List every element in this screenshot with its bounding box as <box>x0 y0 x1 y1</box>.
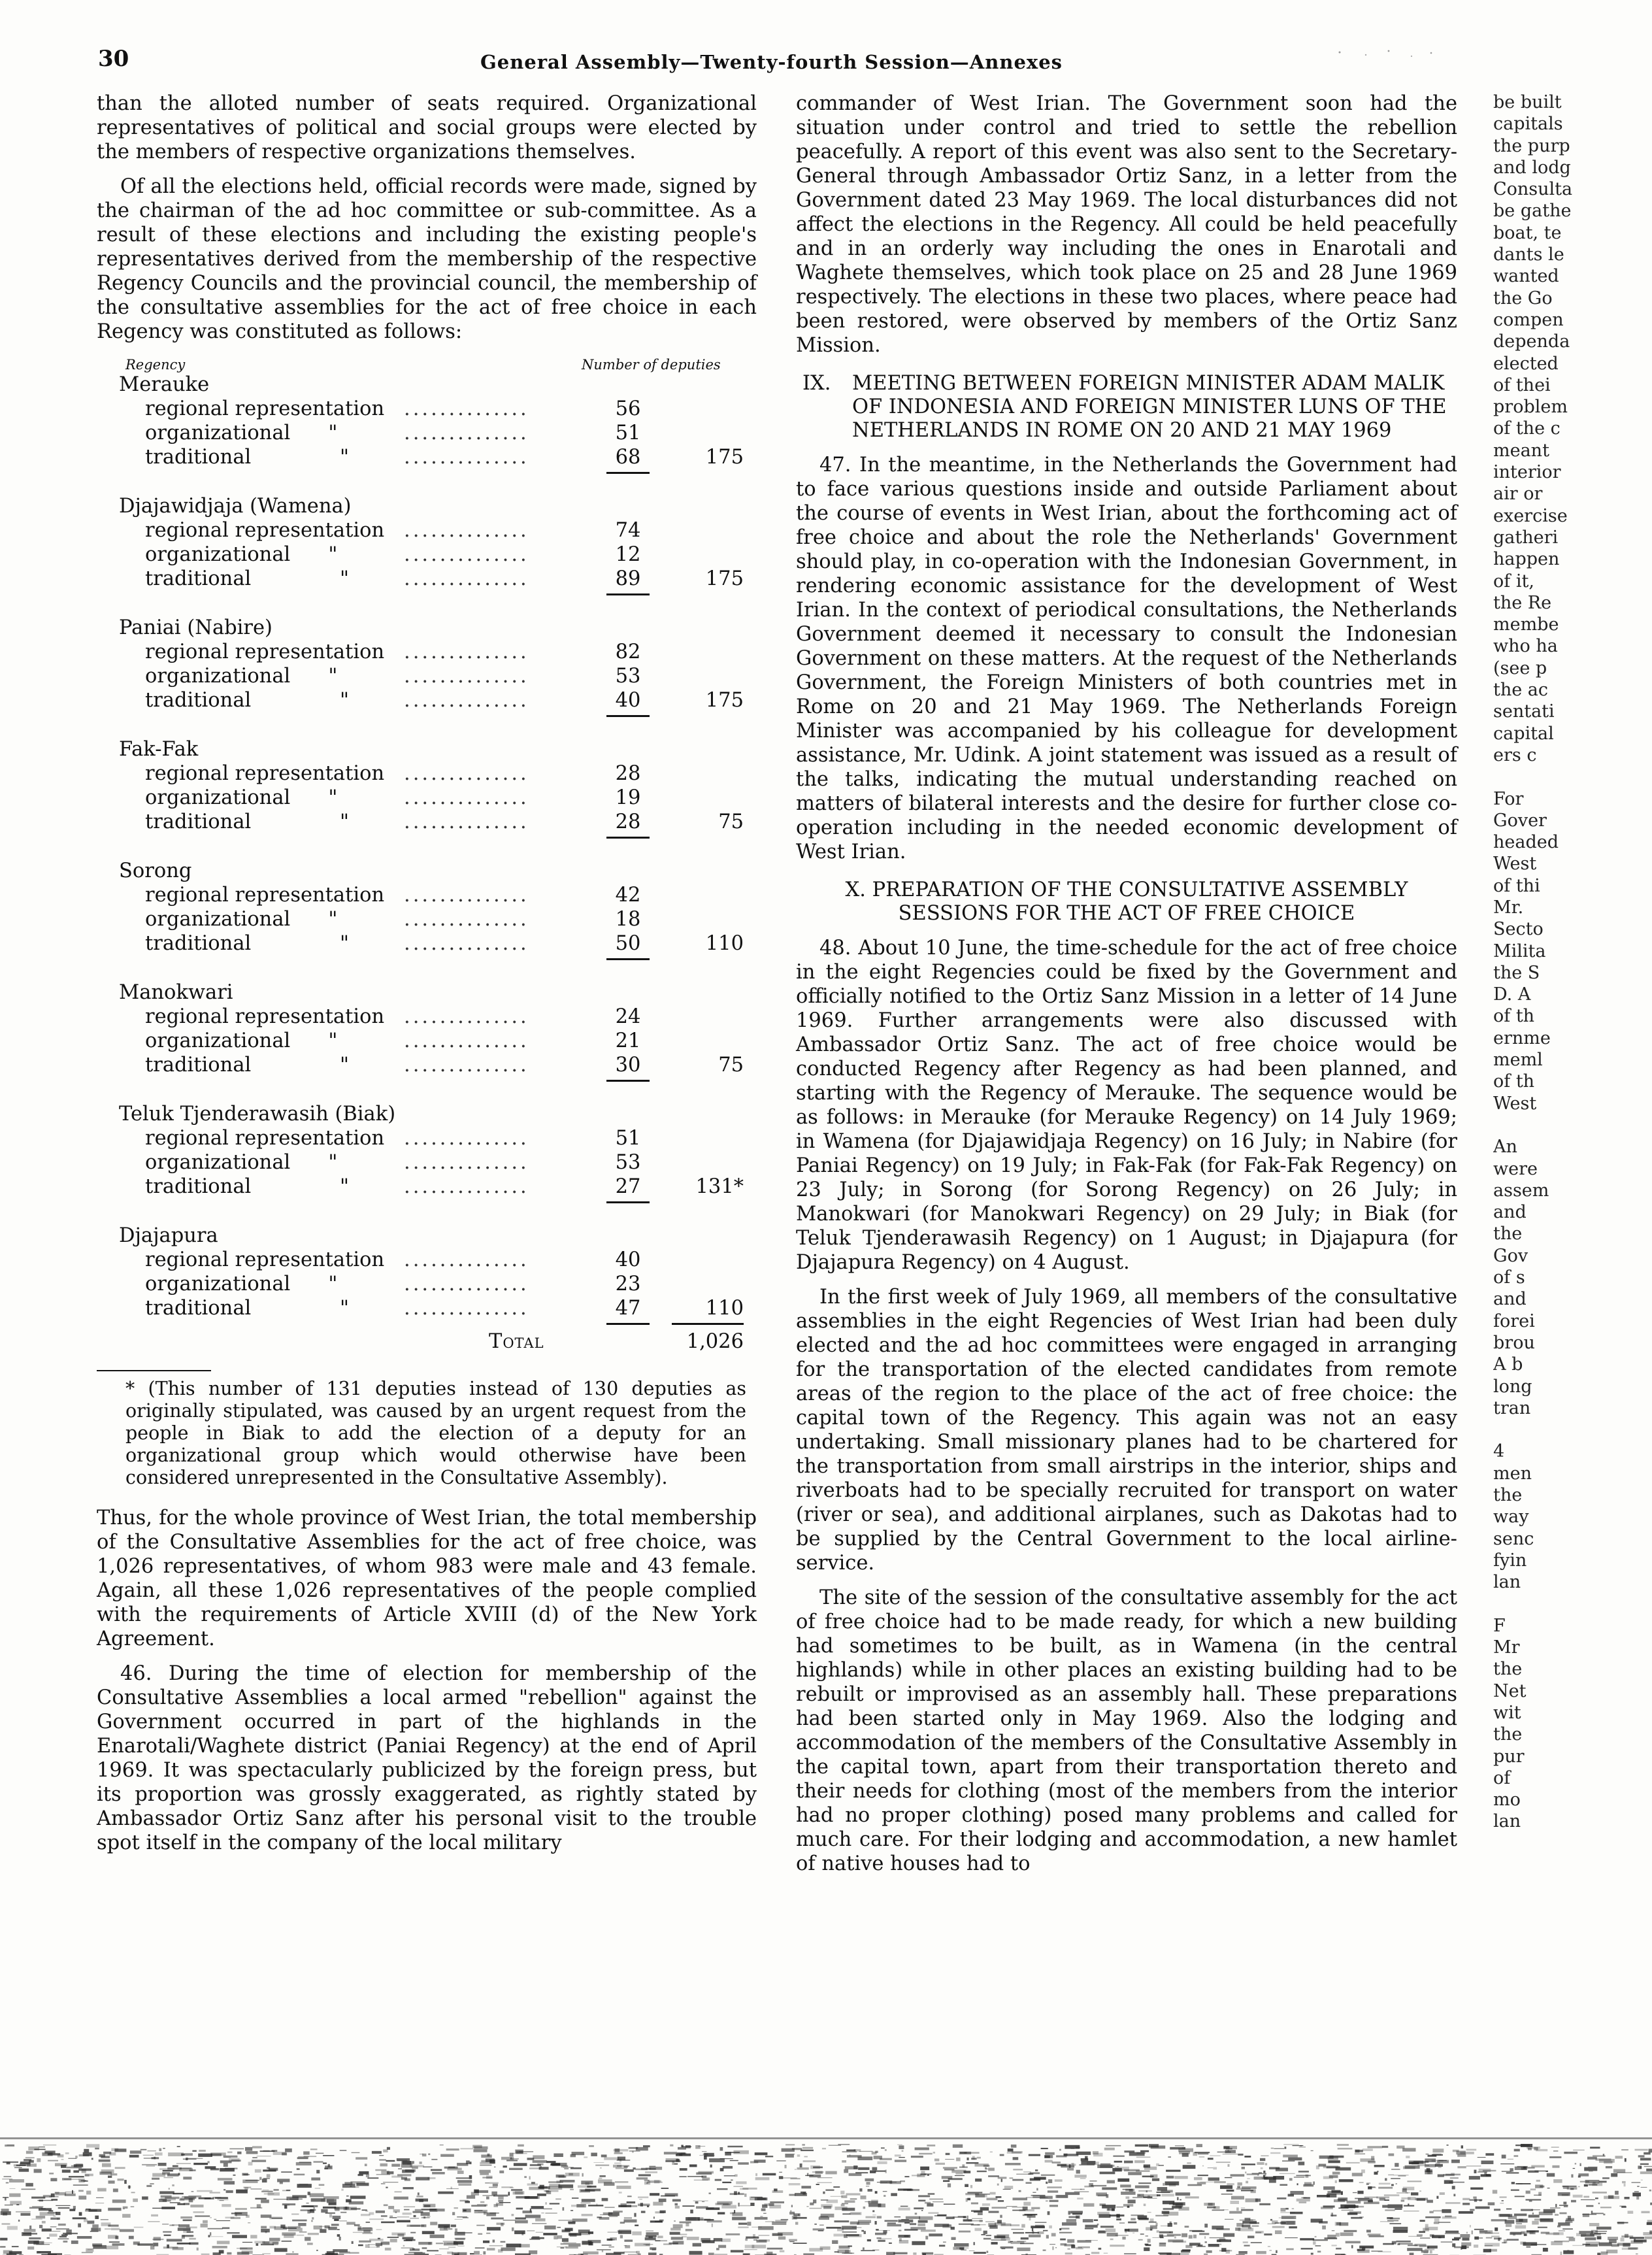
regency-total: 75 <box>718 1054 744 1077</box>
right-column-fragment <box>1493 92 1650 1833</box>
text-fragment: senc <box>1493 1528 1534 1549</box>
table-row <box>97 518 757 543</box>
row-value: 50 <box>615 932 641 955</box>
text-fragment: the Re <box>1493 592 1552 613</box>
section-heading-ix <box>796 372 1457 443</box>
row-value: 89 <box>615 567 641 590</box>
scan-noise-band <box>0 2118 1652 2255</box>
row-label: traditional " <box>145 1054 350 1077</box>
regency-block <box>97 494 757 603</box>
table-row <box>97 688 757 712</box>
leader-dots: .............. <box>404 397 529 420</box>
text-fragment: lan <box>1493 1811 1521 1832</box>
row-label: traditional " <box>145 1175 350 1198</box>
row-label: traditional " <box>145 810 350 833</box>
leader-dots: .............. <box>404 641 529 663</box>
leader-dots: .............. <box>404 1005 529 1028</box>
row-value: 51 <box>615 422 641 444</box>
text-fragment: ernme <box>1493 1027 1551 1048</box>
row-value: 40 <box>615 689 641 712</box>
table-row <box>97 1029 757 1053</box>
text-fragment: West <box>1493 854 1537 875</box>
paragraph: Thus, for the whole province of West Irian, the total membership of the Consultative Assemblies for the act of free choice, was 1,026 representatives, of whom 983 were male and 43 female. Again, all these 1,026 representatives of the people complied with the requirements of Article XVIII (d) of the New York Agreement. <box>97 1507 757 1650</box>
leader-dots: .............. <box>404 786 529 809</box>
left-column <box>97 92 757 1855</box>
row-value: 74 <box>615 519 641 542</box>
regency-total: 175 <box>705 446 744 469</box>
leader-dots: .............. <box>404 446 529 469</box>
section-heading-x: X. PREPARATION OF THE CONSULTATIVE ASSEMBLY SESSIONS FOR THE ACT OF FREE CHOICE <box>845 878 1408 925</box>
column-header-regency: Regency <box>125 357 186 373</box>
regency-block <box>97 737 757 846</box>
grand-total: 1,026 <box>686 1330 744 1353</box>
table-row <box>97 1272 757 1296</box>
row-label: traditional " <box>145 689 350 712</box>
table-row <box>97 640 757 664</box>
middle-column <box>796 92 1457 1876</box>
row-label: traditional " <box>145 567 350 590</box>
paragraph-46: 46. During the time of election for membership of the Consultative Assemblies a local armed "rebellion" against the Government occurred in part of the highlands in the Enarotali/Waghete district (Paniai Regency) at the end of April 1969. It was spectacularly publicized by the foreign press, but its proportion was grossly exaggerated, as rightly stated by Ambassador Ortiz Sanz after his personal visit to the trouble spot itself in the company of the local military <box>97 1662 757 1854</box>
text-fragment <box>1493 1593 1650 1614</box>
text-fragment: brou <box>1493 1332 1535 1353</box>
regency-block <box>97 1224 757 1320</box>
row-label: regional representation <box>145 519 385 542</box>
regency-total: 75 <box>718 810 744 833</box>
row-value: 40 <box>615 1248 641 1271</box>
row-value: 28 <box>615 762 641 785</box>
text-fragment: assem <box>1493 1180 1549 1201</box>
row-label: traditional " <box>145 1297 350 1320</box>
table-header <box>97 353 757 373</box>
leader-dots: .............. <box>404 567 529 590</box>
text-fragment: ers c <box>1493 744 1537 765</box>
text-fragment: sentati <box>1493 701 1555 722</box>
text-fragment: long <box>1493 1376 1532 1397</box>
table-row <box>97 397 757 421</box>
regency-block <box>97 1102 757 1211</box>
subtotal-rule <box>97 591 757 603</box>
text-fragment: the Go <box>1493 288 1553 309</box>
row-label: regional representation <box>145 1005 385 1028</box>
leader-dots: .............. <box>404 1054 529 1077</box>
text-fragment: and <box>1493 1289 1527 1310</box>
text-fragment: happen <box>1493 549 1560 570</box>
regency-block <box>97 616 757 724</box>
text-fragment: (see p <box>1493 658 1547 678</box>
regency-total: 175 <box>705 689 744 712</box>
row-value: 18 <box>615 908 641 931</box>
text-fragment <box>1493 1114 1650 1136</box>
text-fragment: West <box>1493 1093 1537 1114</box>
table-row <box>97 567 757 591</box>
text-fragment: gatheri <box>1493 527 1559 548</box>
footnote-divider <box>97 1370 211 1371</box>
footnote: * (This number of 131 deputies instead of 130 deputies as originally stipulated, was caused by an urgent request from the people in Biak to add the election of a deputy for an organizational group which would otherwise have been considered unrepresented in the Consultative Assembly). <box>125 1378 746 1488</box>
row-value: 51 <box>615 1127 641 1150</box>
section-title: MEETING BETWEEN FOREIGN MINISTER ADAM MALIK OF INDONESIA AND FOREIGN MINISTER LUNS OF THE NETHERLANDS IN ROME ON 20 AND 21 MAY 1969 <box>852 372 1447 442</box>
text-fragment: and <box>1493 1202 1527 1223</box>
row-value: 82 <box>615 641 641 663</box>
leader-dots: .............. <box>404 932 529 955</box>
text-fragment: interior <box>1493 462 1561 483</box>
regency-total: 110 <box>705 932 744 955</box>
table-row <box>97 445 757 469</box>
leader-dots: .............. <box>404 908 529 931</box>
leader-dots: .............. <box>404 1151 529 1174</box>
text-fragment: Net <box>1493 1680 1527 1701</box>
row-label: organizational " <box>145 543 338 566</box>
row-label: organizational " <box>145 786 338 809</box>
paragraph-48: 48. About 10 June, the time-schedule for the act of free choice in the eight Regencies could be fixed by the Government and officially notified to the Ortiz Sanz Mission in a letter of 14 June 1969. Further arrangements were also discussed with Ambassador Ortiz Sanz. The act of free choice would be conducted Regency after Regency as had been planned, and starting with the Regency of Merauke. The sequence would be as follows: in Merauke (for Merauke Regency) on 14 July 1969; in Wamena (for Djajawidjaja Regency) on 16 July; in Nabire (for Paniai Regency) on 19 July; in Fak-Fak (for Fak-Fak Regency) on 23 July; in Sorong (for Sorong Regency) on 26 July; in Manokwari (for Manokwari Regency) on 29 July; in Biak (for Teluk Tjenderawasih Regency) on 1 August; in Djajapura (for Djajapura Regency) on 4 August. <box>796 937 1457 1274</box>
total-label: Total <box>489 1330 544 1353</box>
text-fragment: Gover <box>1493 810 1547 831</box>
regency-block <box>97 859 757 967</box>
text-fragment: compen <box>1493 309 1564 330</box>
row-label: regional representation <box>145 641 385 663</box>
table-row <box>97 1150 757 1175</box>
table-row <box>97 664 757 688</box>
regency-block <box>97 373 757 481</box>
row-label: organizational " <box>145 1029 338 1052</box>
row-label: regional representation <box>145 397 385 420</box>
text-fragment: tran <box>1493 1397 1531 1418</box>
subtotal-rule <box>97 1199 757 1211</box>
leader-dots: .............. <box>404 1175 529 1198</box>
regency-name: Djajapura <box>119 1224 218 1247</box>
row-value: 42 <box>615 884 641 907</box>
total-row <box>97 1329 757 1356</box>
text-fragment: Mr. <box>1493 897 1524 918</box>
table-row <box>97 1126 757 1150</box>
text-fragment: of the c <box>1493 418 1561 439</box>
text-fragment: capital <box>1493 723 1554 744</box>
text-fragment: An <box>1493 1137 1517 1158</box>
table-row <box>97 1296 757 1320</box>
row-label: traditional " <box>145 932 350 955</box>
table-row <box>97 931 757 956</box>
text-fragment: the <box>1493 1659 1523 1680</box>
text-fragment: and lodg <box>1493 157 1571 178</box>
table-row <box>97 907 757 931</box>
text-fragment: problem <box>1493 397 1568 418</box>
leader-dots: .............. <box>404 810 529 833</box>
subtotal-rule <box>97 469 757 481</box>
leader-dots: .............. <box>404 762 529 785</box>
paragraph-47: 47. In the meantime, in the Netherlands the Government had to face various questions inside and outside Parliament about the course of events in West Irian, about the forthcoming act of free choice and about the role the Netherlands' Government should play, in co-operation with the Indonesian Government, in rendering economic assistance for the development of West Irian. In the context of periodical consultations, the Netherlands Government deemed it necessary to consult the Indonesian Government on these matters. At the request of the Netherlands Government, the Foreign Ministers of both countries met in Rome on 20 and 21 May 1969. The Netherlands Foreign Minister was accompanied by his colleague for development assistance, Mr. Udink. A joint statement was issued as a result of the talks, indicating the mutual understanding reached on matters of bilateral interests and the desire for further close co-operation including in the needed economic development of West Irian. <box>796 454 1457 863</box>
text-fragment: Consulta <box>1493 179 1573 200</box>
table-row <box>97 543 757 567</box>
row-value: 47 <box>615 1297 641 1320</box>
text-fragment: of thi <box>1493 875 1540 896</box>
text-fragment: For <box>1493 788 1524 809</box>
row-label: organizational " <box>145 422 338 444</box>
text-fragment: F <box>1493 1615 1506 1636</box>
row-value: 27 <box>615 1175 641 1198</box>
row-value: 21 <box>615 1029 641 1052</box>
text-fragment: wit <box>1493 1702 1521 1723</box>
leader-dots: .............. <box>404 1127 529 1150</box>
text-fragment: the <box>1493 1724 1523 1745</box>
subtotal-rule <box>97 956 757 967</box>
text-fragment: pur <box>1493 1746 1525 1767</box>
running-title: General Assembly—Twenty-fourth Session—Annexes <box>480 51 1063 73</box>
row-value: 68 <box>615 446 641 469</box>
row-value: 53 <box>615 1151 641 1174</box>
text-fragment: be built <box>1493 92 1562 112</box>
text-fragment: Mr <box>1493 1637 1520 1658</box>
leader-dots: .............. <box>404 689 529 712</box>
text-fragment: boat, te <box>1493 222 1562 243</box>
text-fragment: forei <box>1493 1311 1535 1331</box>
row-label: regional representation <box>145 1248 385 1271</box>
text-fragment: of <box>1493 1767 1511 1788</box>
text-fragment: D. A <box>1493 984 1531 1005</box>
row-label: traditional " <box>145 446 350 469</box>
text-fragment: wanted <box>1493 266 1559 287</box>
text-fragment: the S <box>1493 962 1540 983</box>
paragraph: The site of the session of the consultative assembly for the act of free choice had to be made ready, for which a new building had sometimes to be built, as in Wamena (in the central highlands) while in other places an existing building had to be rebuilt or improvised as an assembly hall. These preparations had been started only in May 1969. Also the lodging and accommodation of the members of the Consultative Assembly in the capital town, apart from their transportation thereto and their needs for clothing (most of the members from the interior had no proper clothing) posed many problems and called for much care. For their lodging and accommodation, a new hamlet of native houses had to <box>796 1586 1457 1875</box>
paragraph: than the alloted number of seats required. Organizational representatives of political and social groups were elected by the members of respective organizations themselves. <box>97 92 757 163</box>
text-fragment: meant <box>1493 440 1549 461</box>
text-fragment: of th <box>1493 1006 1535 1027</box>
text-fragment: exercise <box>1493 505 1568 526</box>
table-row <box>97 786 757 810</box>
page-header <box>98 46 1353 78</box>
table-row <box>97 1005 757 1029</box>
leader-dots: .............. <box>404 422 529 444</box>
regency-name: Paniai (Nabire) <box>119 616 273 639</box>
text-fragment: dants le <box>1493 244 1564 265</box>
leader-dots: .............. <box>404 1029 529 1052</box>
text-fragment: headed <box>1493 832 1559 853</box>
paragraph: commander of West Irian. The Government soon had the situation under control and tried to settle the rebellion peacefully. A report of this event was also sent to the Secretary-General through Ambassador Ortiz Sanz, in a letter from the Government dated 23 May 1969. The local disturbances did not affect the elections in the Regency. All could be held peacefully and in an orderly way including the ones in Enarotali and Waghete themselves, which took place on 25 and 28 June 1969 respectively. The elections in these two places, where peace had been restored, were observed by members of the Ortiz Sanz Mission. <box>796 92 1457 357</box>
page-number: 30 <box>98 46 129 72</box>
text-fragment: men <box>1493 1463 1532 1484</box>
table-row <box>97 1248 757 1272</box>
text-fragment: the ac <box>1493 680 1549 701</box>
row-value: 24 <box>615 1005 641 1028</box>
leader-dots: .............. <box>404 543 529 566</box>
row-value: 12 <box>615 543 641 566</box>
leader-dots: .............. <box>404 665 529 688</box>
text-fragment: lan <box>1493 1572 1521 1593</box>
regency-name: Djajawidjaja (Wamena) <box>119 495 352 518</box>
table-row <box>97 421 757 445</box>
section-number: IX. <box>802 372 831 395</box>
subtotal-rule <box>97 712 757 724</box>
text-fragment: of it, <box>1493 571 1534 592</box>
regency-table <box>97 373 757 1320</box>
text-fragment: dependa <box>1493 331 1570 352</box>
text-fragment <box>1493 1419 1650 1441</box>
text-fragment: Gov <box>1493 1245 1528 1266</box>
row-label: organizational " <box>145 1151 338 1174</box>
regency-block <box>97 980 757 1089</box>
regency-name: Merauke <box>119 373 210 396</box>
row-value: 19 <box>615 786 641 809</box>
leader-dots: .............. <box>404 1248 529 1271</box>
row-value: 30 <box>615 1054 641 1077</box>
text-fragment: membe <box>1493 614 1559 635</box>
row-label: regional representation <box>145 884 385 907</box>
regency-total: 131* <box>695 1175 744 1198</box>
text-fragment <box>1493 766 1650 788</box>
text-fragment: elected <box>1493 353 1559 374</box>
row-label: regional representation <box>145 762 385 785</box>
paragraph: In the first week of July 1969, all members of the consultative assemblies in the eight Regencies of West Irian had been duly elected and the ad hoc committees were engaged in arranging for the transportation of the elected candidates from remote areas of the region to the place of the act of free choice: the capital town of the Regency. This again was not an easy undertaking. Small missionary planes had to be chartered for the transportation from small airstrips in the interior, ships and riverboats had to be specially recruited for transport on water (river or sea), and additional airplanes, such as Dakotas had to be supplied by the Central Government to the local airline-service. <box>796 1286 1457 1575</box>
text-fragment: meml <box>1493 1050 1543 1071</box>
text-fragment: air or <box>1493 484 1543 505</box>
paragraph: Of all the elections held, official records were made, signed by the chairman of the ad hoc committee or sub-committee. As a result of these elections and including the existing people's representatives derived from the membership of the respective Regency Councils and the provincial council, the membership of the consultative assemblies for the act of free choice in each Regency was constituted as follows: <box>97 175 757 343</box>
row-value: 56 <box>615 397 641 420</box>
text-fragment: fyin <box>1493 1550 1527 1571</box>
table-row <box>97 1175 757 1199</box>
text-fragment: Secto <box>1493 919 1544 940</box>
regency-total: 175 <box>705 567 744 590</box>
text-fragment: the <box>1493 1485 1523 1505</box>
text-fragment: capitals <box>1493 114 1563 135</box>
leader-dots: .............. <box>404 884 529 907</box>
text-fragment: the purp <box>1493 135 1570 156</box>
table-row <box>97 761 757 786</box>
text-fragment: be gathe <box>1493 201 1572 222</box>
table-row <box>97 810 757 834</box>
text-fragment: mo <box>1493 1790 1521 1811</box>
text-fragment: of s <box>1493 1267 1525 1288</box>
row-label: organizational " <box>145 665 338 688</box>
row-value: 23 <box>615 1273 641 1295</box>
text-fragment: way <box>1493 1507 1529 1528</box>
subtotal-rule <box>97 1077 757 1089</box>
table-row <box>97 1053 757 1077</box>
text-fragment: were <box>1493 1158 1538 1179</box>
text-fragment: A b <box>1493 1354 1523 1375</box>
text-fragment: 4 <box>1493 1441 1505 1462</box>
row-value: 28 <box>615 810 641 833</box>
row-value: 53 <box>615 665 641 688</box>
text-fragment: who ha <box>1493 636 1558 657</box>
leader-dots: .............. <box>404 1297 529 1320</box>
column-header-deputies: Number of deputies <box>582 357 721 373</box>
regency-name: Sorong <box>119 860 192 882</box>
total-rule <box>97 1320 757 1329</box>
text-fragment: the <box>1493 1224 1523 1244</box>
row-label: organizational " <box>145 1273 338 1295</box>
regency-name: Teluk Tjenderawasih (Biak) <box>119 1103 396 1126</box>
regency-name: Manokwari <box>119 981 233 1004</box>
regency-name: Fak-Fak <box>119 738 199 761</box>
leader-dots: .............. <box>404 1273 529 1295</box>
text-fragment: Milita <box>1493 941 1546 961</box>
text-fragment: of thei <box>1493 375 1551 395</box>
leader-dots: .............. <box>404 519 529 542</box>
table-row <box>97 883 757 907</box>
regency-total: 110 <box>705 1297 744 1320</box>
text-fragment: of th <box>1493 1071 1535 1092</box>
row-label: regional representation <box>145 1127 385 1150</box>
row-label: organizational " <box>145 908 338 931</box>
scan-speckle-icon <box>1327 46 1457 65</box>
subtotal-rule <box>97 834 757 846</box>
